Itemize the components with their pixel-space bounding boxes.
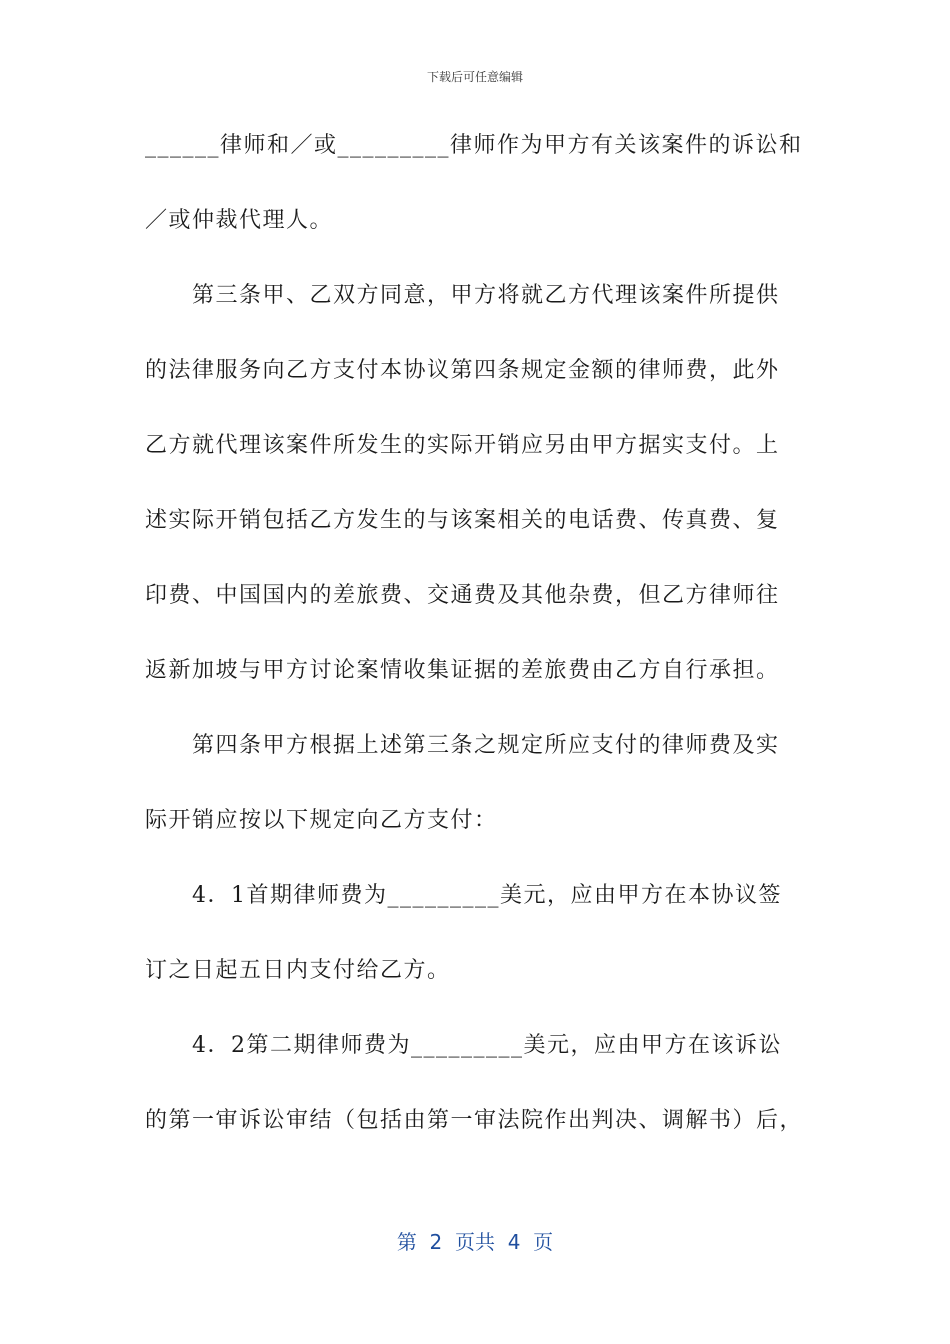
page-header-note: 下载后可任意编辑: [426, 70, 523, 84]
page-number-footer: [0, 1226, 950, 1255]
paragraph-line: 际开销应按以下规定向乙方支付：: [145, 808, 498, 833]
page-number-label: 第 2 页共 4 页: [396, 1230, 554, 1254]
paragraph-line: 的第一审诉讼审结（包括由第一审法院作出判决、调解书）后，: [145, 1108, 804, 1133]
paragraph-line: 第三条甲、乙双方同意，甲方将就乙方代理该案件所提供: [192, 283, 780, 308]
paragraph-line: 印费、中国国内的差旅费、交通费及其他杂费，但乙方律师往: [145, 583, 780, 608]
paragraph-line: 乙方就代理该案件所发生的实际开销应另由甲方据实支付。上: [145, 433, 780, 458]
paragraph-line: 述实际开销包括乙方发生的与该案相关的电话费、传真费、复: [145, 508, 780, 533]
paragraph-line: 4．1首期律师费为_________美元，应由甲方在本协议签: [192, 883, 782, 908]
paragraph-line: ／或仲裁代理人。: [145, 208, 334, 233]
paragraph-line: 第四条甲方根据上述第三条之规定所应支付的律师费及实: [192, 733, 780, 758]
paragraph-line: 的法律服务向乙方支付本协议第四条规定金额的律师费，此外: [145, 358, 780, 383]
paragraph-line: ______律师和／或_________律师作为甲方有关该案件的诉讼和: [145, 133, 803, 158]
paragraph-line: 4．2第二期律师费为_________美元，应由甲方在该诉讼: [192, 1033, 782, 1058]
paragraph-line: 返新加坡与甲方讨论案情收集证据的差旅费由乙方自行承担。: [145, 658, 780, 683]
paragraph-line: 订之日起五日内支付给乙方。: [145, 958, 451, 983]
document-body: [145, 120, 805, 1170]
